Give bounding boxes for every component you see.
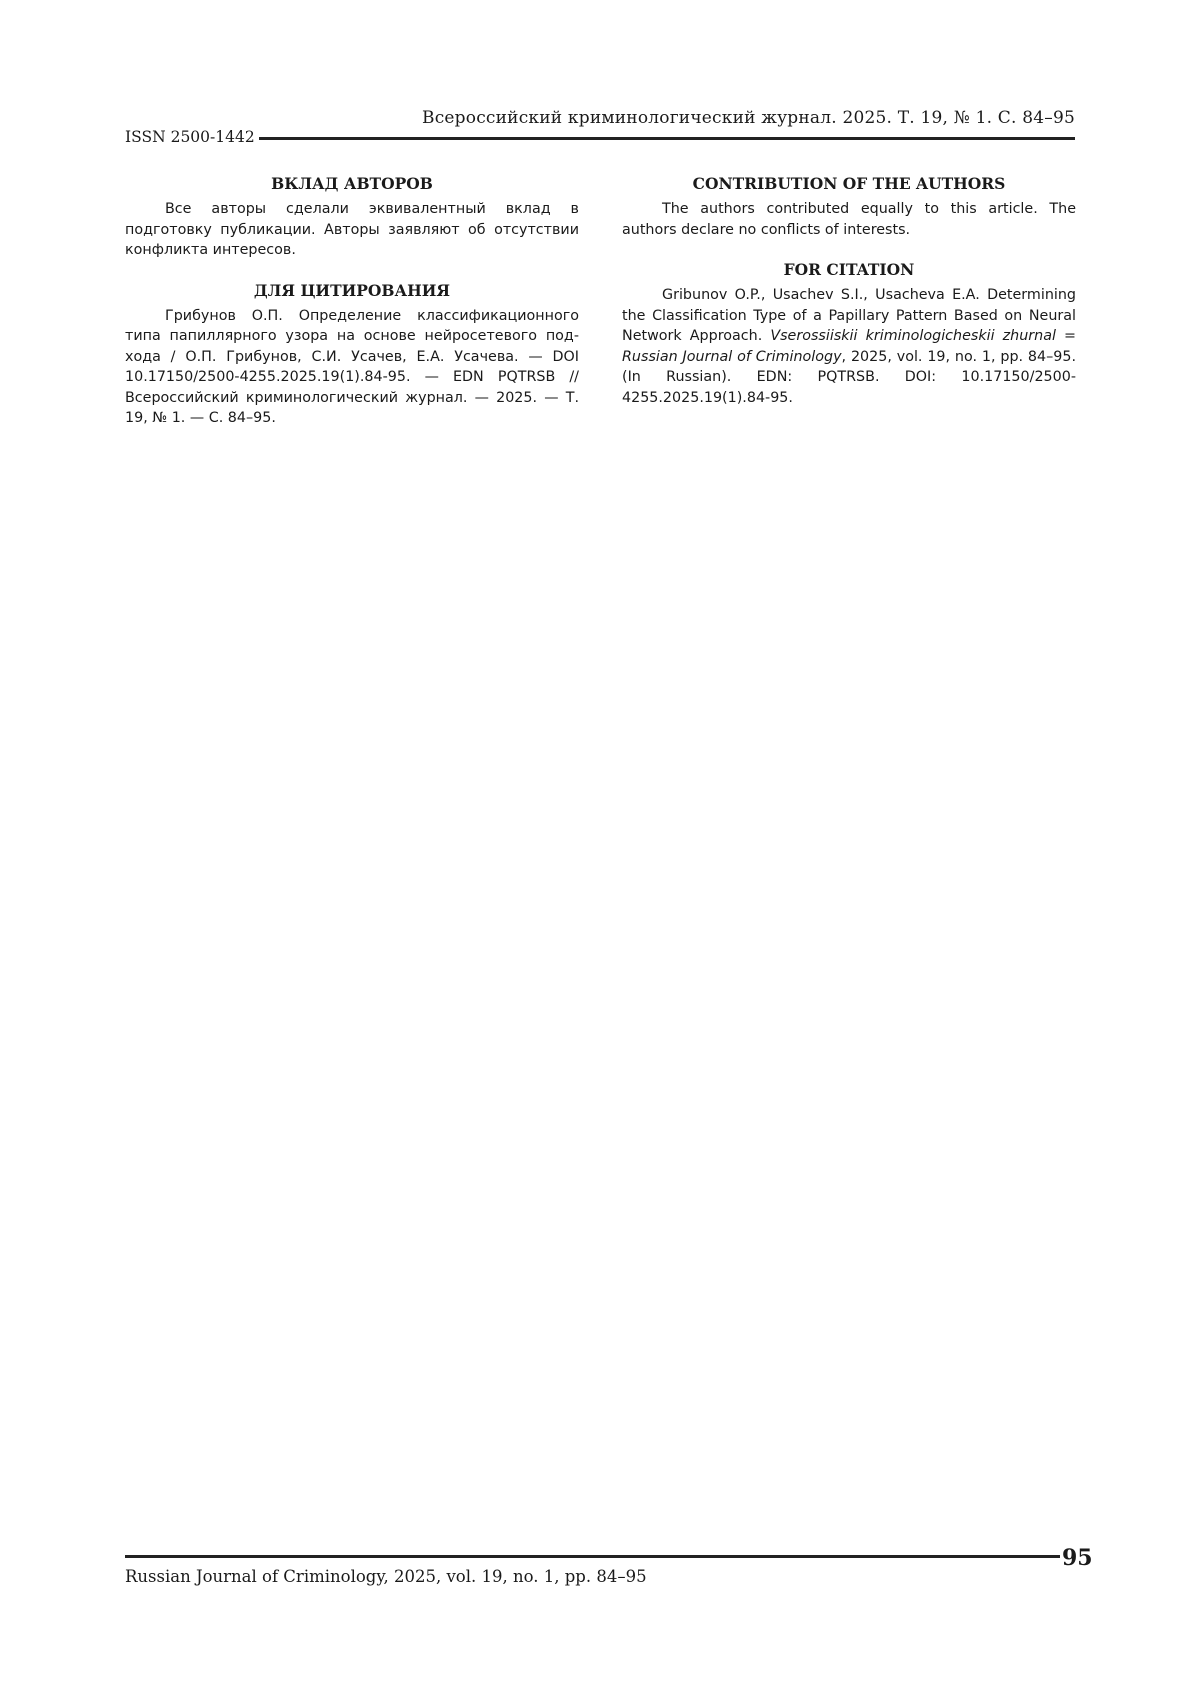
left-column-russian	[125, 174, 579, 449]
right-column-english	[622, 174, 1076, 428]
running-header-title: Всероссийский криминологический журнал. 2025. Т. 19, № 1. С. 84–95	[422, 108, 1075, 128]
contribution-text-en: The authors contributed equally to this article. The authors declare no conflicts of interests.	[622, 201, 1076, 238]
citation-details: , 2025, vol. 19, no. 1, pp. 84–95. (In Russian). EDN: PQTRSB. DOI: 10.17150/2500-4255.2025.19(1).84-95.	[622, 348, 1077, 406]
citation-text-ru: Грибунов О.П. Определение классификационного типа папиллярного узора на основе нейросетевого подхода / О.П. Грибунов, С.И. Усачев, Е.А. Усачева. — DOI 10.17150/2500-4255.2025.19(1).84-95. — EDN PQTRSB // Всероссийский криминологический журнал. — 2025. — Т. 19, № 1. — С. 84–95.	[125, 307, 579, 426]
citation-heading-en: FOR CITATION	[783, 260, 915, 279]
issn: ISSN 2500-1442	[125, 128, 255, 146]
citation-heading-ru: ДЛЯ ЦИТИРОВАНИЯ	[253, 280, 451, 300]
footer-journal-reference: Russian Journal of Criminology, 2025, vol. 19, no. 1, pp. 84–95	[125, 1567, 647, 1586]
contribution-text-ru: Все авторы сделали эквивалентный вклад в подготовку публикации. Авторы заявляют об отсутствии конфликта интересов.	[125, 201, 579, 258]
header-row	[125, 128, 1075, 146]
page-number: 95	[1062, 1545, 1093, 1571]
citation-journal-name: Vserossiiskii kriminologicheskii zhurnal = Russian Journal of Criminology	[622, 328, 1076, 365]
footer-rule	[125, 1555, 1060, 1558]
header-rule	[259, 137, 1075, 140]
citation-authors-title: Gribunov O.P., Usachev S.I., Usacheva E.A. Determining the Classification Type of a Papillary Pattern Based on Neural Network Approach.	[622, 287, 1076, 344]
citation-text-en	[622, 285, 1076, 408]
contribution-heading-ru: ВКЛАД АВТОРОВ	[271, 174, 433, 193]
contribution-heading-en: CONTRIBUTION OF THE AUTHORS	[692, 174, 1006, 193]
